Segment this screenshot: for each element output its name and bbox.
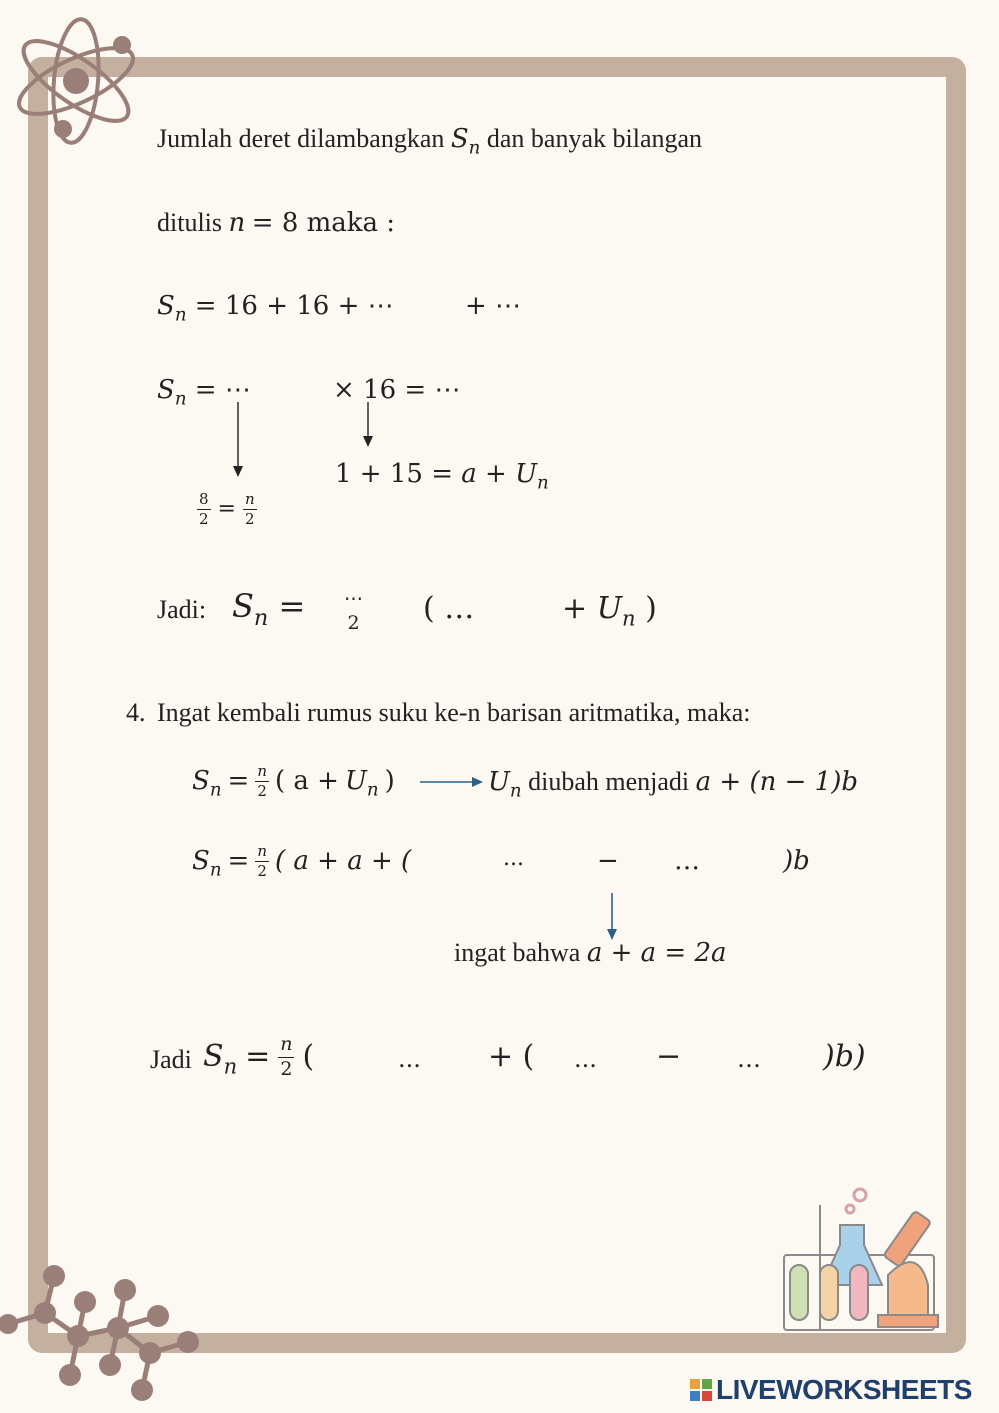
- jadi-2-minus: −: [656, 1039, 682, 1074]
- jadi-2-close: )b): [823, 1039, 866, 1074]
- liveworksheets-logo[interactable]: [690, 1374, 972, 1406]
- arrow-down-icon: [606, 893, 618, 941]
- formula-1-note: $U_n$ diubah menjadi a + (n − 1)b: [488, 767, 859, 802]
- formula-2-blank-1: ...: [503, 846, 524, 871]
- product-line-left: $S_n$ = ⋯: [157, 375, 251, 410]
- jadi-2-blank-1: ...: [398, 1045, 421, 1073]
- hint-pair-sum: $1 + 15 = a + U_n$: [335, 459, 549, 494]
- jadi-1-label: Jadi:: [157, 595, 207, 624]
- arrow-right-icon: [420, 776, 484, 788]
- jadi-1-rhs: + $U_n$ ): [562, 591, 657, 631]
- molecule-icon: [0, 1260, 205, 1405]
- formula-2-minus: −: [597, 846, 619, 876]
- jadi-2-lhs: $S_n$ = $\frac{n}{2}$ (: [203, 1033, 315, 1080]
- jadi-2-blank-2: ...: [574, 1045, 597, 1073]
- sum-line-tail: + ⋯: [465, 291, 522, 321]
- jadi-1-open: ( …: [423, 591, 475, 626]
- jadi-2-label: Jadi: [150, 1045, 192, 1074]
- item-4-text: Ingat kembali rumus suku ke-n barisan aritmatika, maka:: [157, 698, 751, 727]
- hint-fraction: $\frac{8}{2}$ = $\frac{n}{2}$: [199, 490, 255, 528]
- logo-text: LIVEWORKSHEETS: [716, 1374, 972, 1405]
- formula-2-close: )b: [783, 846, 810, 876]
- product-line-right: × 16 = ⋯: [333, 375, 461, 405]
- formula-2-left: $S_n$ = $\frac{n}{2}$ ( a + a + (: [192, 842, 412, 881]
- arrow-down-icon: [362, 402, 374, 448]
- lab-equipment-icon: [778, 1185, 943, 1335]
- logo-blocks-icon: [690, 1379, 712, 1401]
- sum-line: $S_n = 16 + 16$ + ⋯: [157, 291, 394, 326]
- intro-line-1: Jumlah deret dilambangkan $S_n$ dan banyak bilangan: [157, 124, 703, 159]
- jadi-1-fraction: ⋯ 2: [344, 588, 363, 634]
- jadi-1-lhs: $S_n$ =: [232, 587, 306, 631]
- formula-1-left: $S_n$ = $\frac{n}{2}$ ( a + $U_n$ ): [192, 762, 395, 801]
- jadi-2-blank-3: …: [737, 1045, 761, 1073]
- atom-icon: [10, 15, 145, 145]
- arrow-down-icon: [232, 402, 244, 478]
- reminder: ingat bahwa a + a = 2a: [454, 938, 727, 968]
- formula-2-blank-2: …: [674, 846, 700, 876]
- jadi-2-plus: + (: [488, 1039, 535, 1074]
- intro-line-2: ditulis n = 8 maka :: [157, 208, 396, 238]
- item-4-number: 4.: [126, 698, 146, 727]
